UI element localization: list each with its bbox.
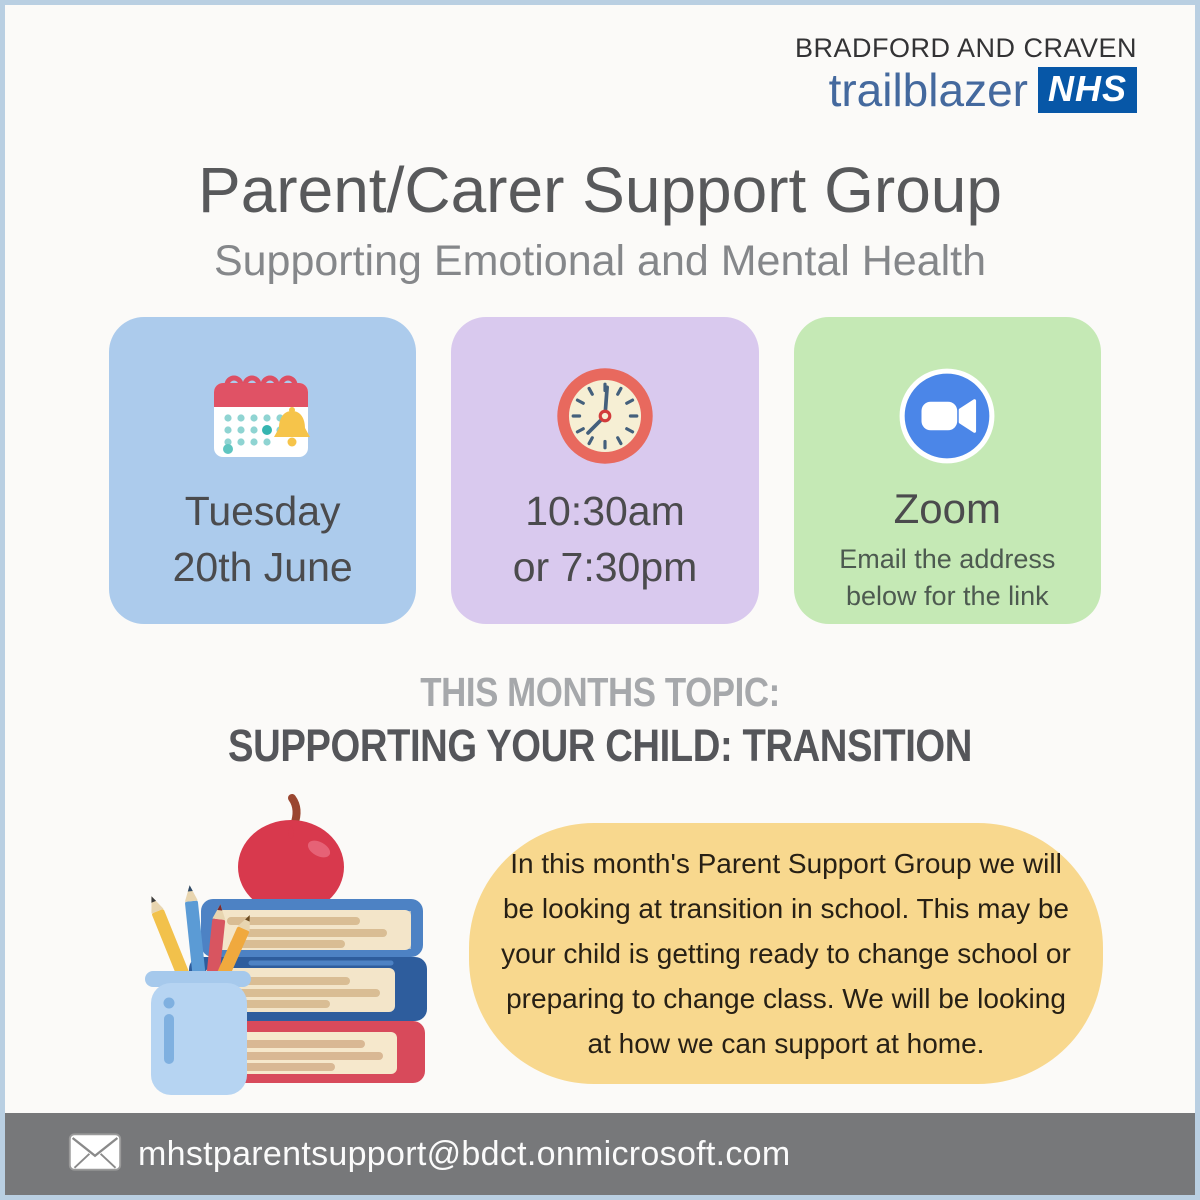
topic-block	[5, 669, 1195, 772]
contact-email: mhstparentsupport@bdct.onmicrosoft.com	[138, 1134, 791, 1173]
date-line-2: 20th June	[172, 544, 353, 590]
zoom-video-icon	[794, 359, 1101, 473]
time-line-1: 10:30am	[525, 488, 685, 534]
envelope-icon	[67, 1130, 123, 1179]
page-subtitle: Supporting Emotional and Mental Health	[213, 237, 987, 285]
topic-value: SUPPORTING YOUR CHILD: TRANSITION	[228, 720, 972, 771]
topic-description: In this month's Parent Support Group we will be looking at transition in school. This may be your child is getting ready to change school or preparing to change class. We will be looking at how we can support at home.	[469, 823, 1103, 1084]
platform-title: Zoom	[893, 485, 1001, 532]
platform-card	[794, 317, 1101, 624]
platform-note: Email the address below for the link	[839, 544, 1056, 611]
logo-brand-name: trailblazer	[828, 64, 1028, 116]
calendar-bell-icon	[109, 359, 416, 473]
footer-bar	[5, 1113, 1195, 1195]
time-line-2: or 7:30pm	[512, 544, 698, 590]
topic-label: THIS MONTHS TOPIC:	[420, 669, 780, 715]
date-card	[109, 317, 416, 624]
nhs-trailblazer-logo	[794, 33, 1137, 116]
time-card	[451, 317, 758, 624]
logo-org-name: BRADFORD AND CRAVEN	[794, 33, 1137, 63]
page-title: Parent/Carer Support Group	[198, 154, 1002, 226]
books-apple-illustration	[131, 791, 441, 1106]
clock-icon	[451, 359, 758, 473]
date-line-1: Tuesday	[184, 488, 341, 534]
nhs-logo: NHS	[1038, 67, 1137, 113]
info-cards-row	[109, 317, 1101, 624]
